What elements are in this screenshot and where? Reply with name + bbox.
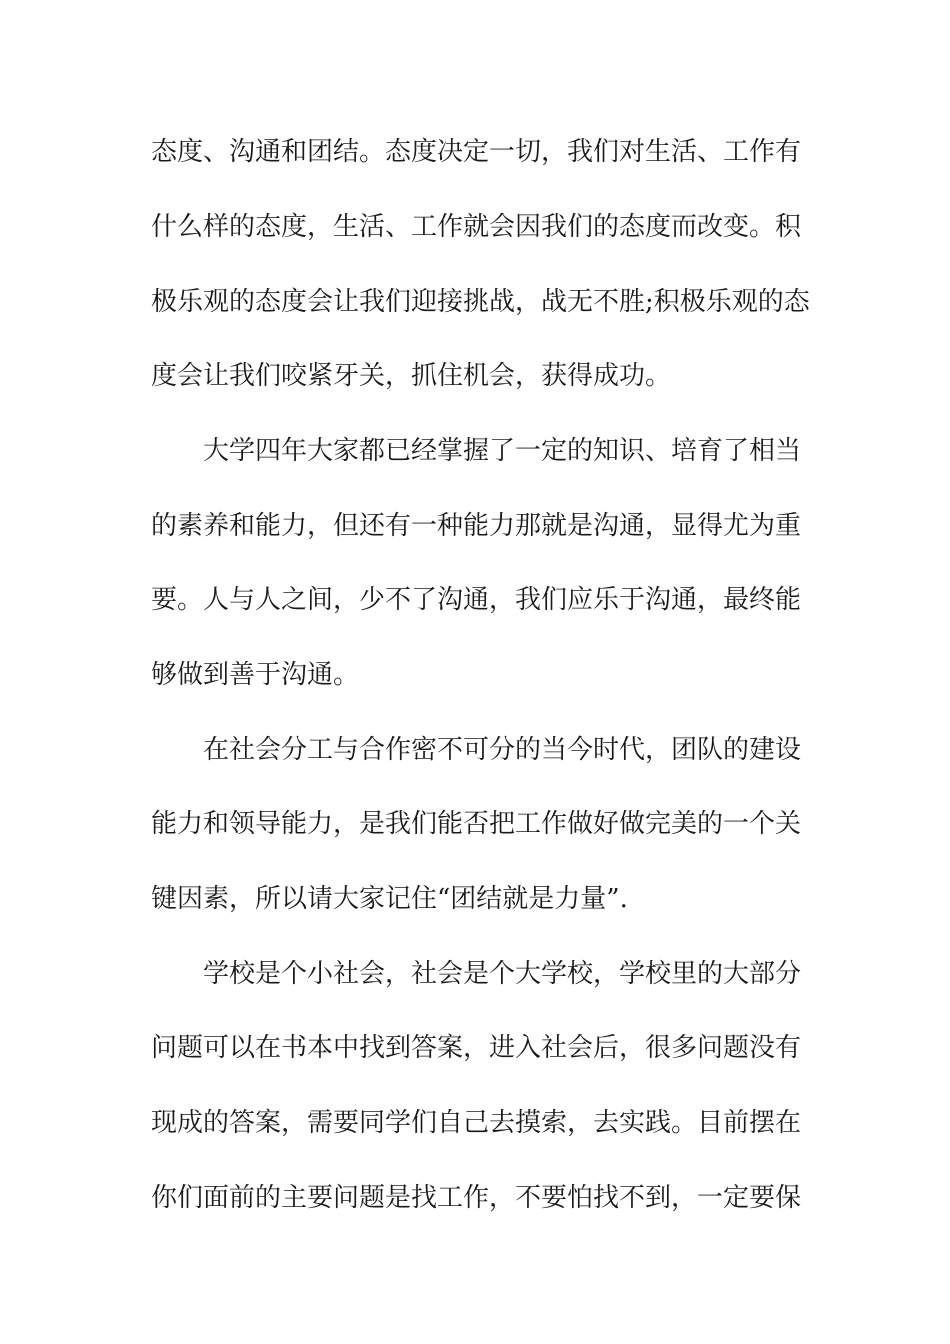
text-line: 什么样的态度，生活、工作就会因我们的态度而改变。积 (151, 212, 802, 242)
text-line: 现成的答案，需要同学们自己去摸索，去实践。目前摆在 (151, 1108, 802, 1138)
text-line: 能力和领导能力，是我们能否把工作做好做完美的一个关 (151, 809, 802, 839)
paragraph-first-line: 学校是个小社会，社会是个大学校，学校里的大部分 (203, 959, 802, 989)
text-line: 够做到善于沟通。 (151, 660, 360, 690)
text-line: 态度、沟通和团结。态度决定一切，我们对生活、工作有 (151, 137, 802, 167)
text-line: 极乐观的态度会让我们迎接挑战，战无不胜;积极乐观的态 (151, 287, 810, 317)
text-line: 键因素，所以请大家记住“团结就是力量”. (151, 884, 628, 914)
text-line: 你们面前的主要问题是找工作，不要怕找不到，一定要保 (151, 1183, 802, 1213)
text-line: 度会让我们咬紧牙关，抓住机会，获得成功。 (151, 361, 672, 391)
paragraph-first-line: 大学四年大家都已经掌握了一定的知识、培育了相当 (203, 436, 802, 466)
paragraph-first-line: 在社会分工与合作密不可分的当今时代，团队的建设 (203, 735, 802, 765)
text-line: 要。人与人之间，少不了沟通，我们应乐于沟通，最终能 (151, 585, 802, 615)
text-line: 问题可以在书本中找到答案，进入社会后，很多问题没有 (151, 1033, 802, 1063)
text-line: 的素养和能力，但还有一种能力那就是沟通，显得尤为重 (151, 511, 802, 541)
